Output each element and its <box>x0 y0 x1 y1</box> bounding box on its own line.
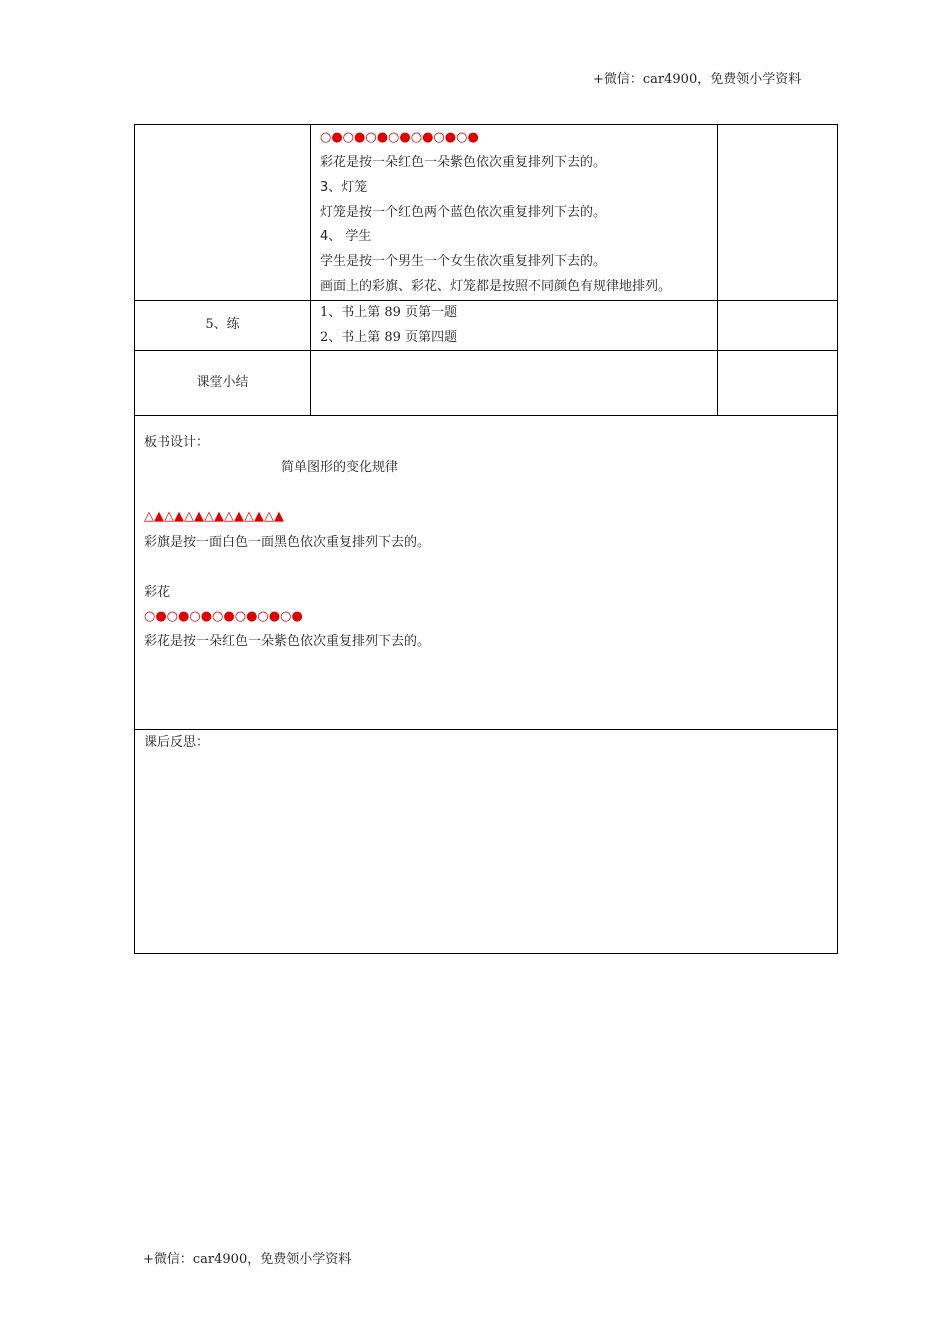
lantern-pattern-text: 灯笼是按一个红色两个蓝色依次重复排列下去的。 <box>320 205 607 220</box>
practice-item-2: 2、书上第 89 页第四题 <box>320 330 458 345</box>
lesson-plan-table <box>134 124 838 954</box>
item-4-label: 、 学生 <box>328 229 372 244</box>
item-4-heading <box>320 227 371 247</box>
flower-pattern-text: 彩花是按一朵红色一朵紫色依次重复排列下去的。 <box>320 155 607 170</box>
red-circle-pattern: ○●○●○●○●○●○●○● <box>320 130 479 145</box>
column-divider-left <box>310 125 311 415</box>
footer-watermark-note: +微信：car4900，免费领小学资料 <box>143 1252 352 1267</box>
item-3-number: 3 <box>320 180 329 195</box>
reflection-heading: 课后反思： <box>144 735 210 750</box>
item-4-number: 4 <box>320 229 329 244</box>
row-divider-3 <box>135 415 837 416</box>
column-divider-right <box>717 125 718 415</box>
header-watermark-note: +微信：car4900，免费领小学资料 <box>593 72 802 87</box>
red-triangle-pattern: △▲△▲△▲△▲△▲△▲△▲ <box>144 509 284 524</box>
item-3-label: 、灯笼 <box>328 180 368 195</box>
item-3-heading <box>320 178 367 198</box>
summary-pattern-text: 画面上的彩旗、彩花、灯笼都是按照不同颜色有规律地排列。 <box>320 279 672 294</box>
board-flower-pattern-text: 彩花是按一朵红色一朵紫色依次重复排列下去的。 <box>144 634 431 649</box>
practice-item-1: 1、书上第 89 页第一题 <box>320 305 458 320</box>
row-divider-2 <box>135 350 837 351</box>
board-design-heading: 板书设计： <box>144 435 210 450</box>
student-pattern-text: 学生是按一个男生一个女生依次重复排列下去的。 <box>320 254 607 269</box>
row-divider-1 <box>135 300 837 301</box>
class-summary-label: 课堂小结 <box>196 375 249 390</box>
board-red-circle-pattern: ○●○●○●○●○●○●○● <box>144 609 303 624</box>
row-divider-4 <box>135 729 837 730</box>
practice-label: 5、练 <box>205 317 240 332</box>
flower-label: 彩花 <box>144 585 171 600</box>
flag-pattern-text: 彩旗是按一面白色一面黑色依次重复排列下去的。 <box>144 535 431 550</box>
board-design-title: 简单图形的变化规律 <box>281 460 399 475</box>
